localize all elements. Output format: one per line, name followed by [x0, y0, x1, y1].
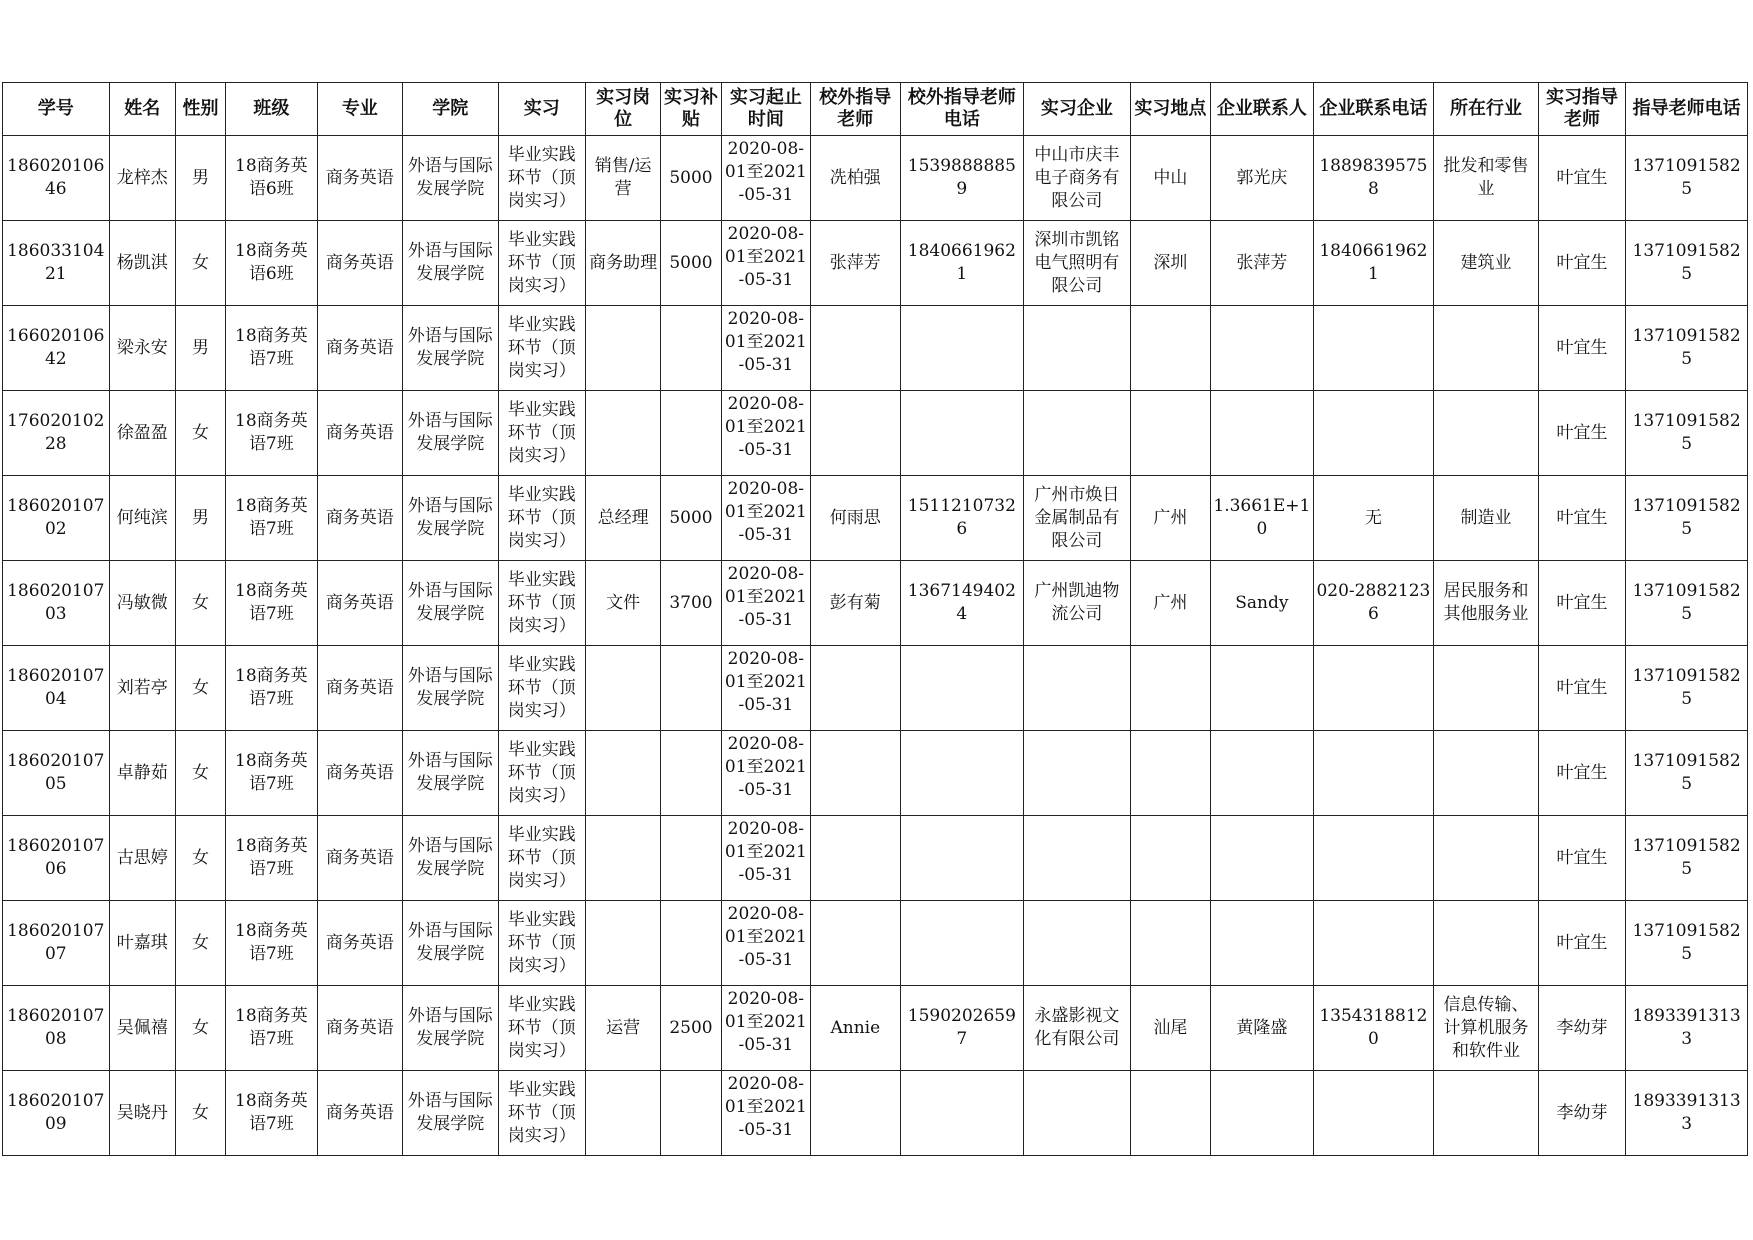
- cell-company-phone: [1313, 646, 1434, 731]
- cell-gender: 女: [175, 731, 225, 816]
- header-external-teacher-phone: 校外指导老师电话: [900, 83, 1024, 136]
- cell-company-contact: 黄隆盛: [1211, 986, 1314, 1071]
- cell-internship-type: 毕业实践环节（顶岗实习）: [498, 816, 585, 901]
- cell-industry: 建筑业: [1434, 221, 1539, 306]
- period-text: 2020-08-01至2021-05-31: [724, 649, 807, 715]
- cell-name: 何纯滨: [109, 476, 175, 561]
- header-industry: 所在行业: [1434, 83, 1539, 136]
- cell-external-teacher: [811, 816, 900, 901]
- cell-location: 汕尾: [1130, 986, 1210, 1071]
- cell-subsidy: [661, 391, 721, 476]
- cell-period: [721, 646, 810, 731]
- cell-company-phone: 18898395758: [1313, 136, 1434, 221]
- period-text: 2020-08-01至2021-05-31: [724, 564, 807, 630]
- cell-teacher-phone: 13710915825: [1626, 561, 1748, 646]
- cell-location: 深圳: [1130, 221, 1210, 306]
- cell-gender: 女: [175, 391, 225, 476]
- cell-class: 18商务英语7班: [226, 1071, 317, 1156]
- cell-teacher-phone: 13710915825: [1626, 731, 1748, 816]
- cell-teacher-phone: 13710915825: [1626, 476, 1748, 561]
- cell-company-contact: [1211, 306, 1314, 391]
- period-text: 2020-08-01至2021-05-31: [724, 309, 807, 375]
- cell-gender: 女: [175, 986, 225, 1071]
- cell-post: 商务助理: [585, 221, 660, 306]
- cell-internship-type: 毕业实践环节（顶岗实习）: [498, 221, 585, 306]
- cell-company-contact: Sandy: [1211, 561, 1314, 646]
- cell-class: 18商务英语6班: [226, 136, 317, 221]
- cell-student-id: 18602010705: [3, 731, 110, 816]
- header-college: 学院: [403, 83, 498, 136]
- table-row: [3, 476, 1748, 561]
- cell-college: 外语与国际发展学院: [403, 391, 498, 476]
- period-text: 2020-08-01至2021-05-31: [724, 139, 807, 205]
- cell-external-teacher: [811, 731, 900, 816]
- cell-company: [1024, 306, 1131, 391]
- cell-teacher-phone: 18933913133: [1626, 1071, 1748, 1156]
- cell-name: 卓静茹: [109, 731, 175, 816]
- cell-company-phone: 020-28821236: [1313, 561, 1434, 646]
- cell-company-contact: 1.3661E+10: [1211, 476, 1314, 561]
- cell-internship-type: 毕业实践环节（顶岗实习）: [498, 1071, 585, 1156]
- cell-teacher-phone: 13710915825: [1626, 901, 1748, 986]
- cell-class: 18商务英语6班: [226, 221, 317, 306]
- cell-name: 龙梓杰: [109, 136, 175, 221]
- cell-industry: [1434, 731, 1539, 816]
- cell-internship-type: 毕业实践环节（顶岗实习）: [498, 306, 585, 391]
- period-text: 2020-08-01至2021-05-31: [724, 1074, 807, 1140]
- cell-teacher: 叶宜生: [1538, 561, 1625, 646]
- cell-major: 商务英语: [317, 816, 402, 901]
- cell-external-teacher-phone: [900, 391, 1024, 476]
- cell-company: [1024, 646, 1131, 731]
- cell-post: 运营: [585, 986, 660, 1071]
- table-row: [3, 986, 1748, 1071]
- cell-external-teacher-phone: 18406619621: [900, 221, 1024, 306]
- cell-college: 外语与国际发展学院: [403, 646, 498, 731]
- cell-college: 外语与国际发展学院: [403, 816, 498, 901]
- cell-external-teacher: [811, 1071, 900, 1156]
- cell-industry: [1434, 816, 1539, 901]
- cell-post: [585, 1071, 660, 1156]
- cell-period: [721, 986, 810, 1071]
- cell-post: [585, 646, 660, 731]
- cell-industry: [1434, 901, 1539, 986]
- cell-period: [721, 731, 810, 816]
- header-company-phone: 企业联系电话: [1313, 83, 1434, 136]
- cell-gender: 女: [175, 901, 225, 986]
- cell-company: [1024, 901, 1131, 986]
- cell-subsidy: [661, 1071, 721, 1156]
- table-header: [3, 83, 1748, 136]
- cell-name: 古思婷: [109, 816, 175, 901]
- cell-period: [721, 221, 810, 306]
- cell-gender: 男: [175, 476, 225, 561]
- cell-location: [1130, 391, 1210, 476]
- cell-class: 18商务英语7班: [226, 306, 317, 391]
- cell-teacher-phone: 13710915825: [1626, 306, 1748, 391]
- cell-teacher: 叶宜生: [1538, 901, 1625, 986]
- cell-subsidy: [661, 646, 721, 731]
- cell-gender: 男: [175, 306, 225, 391]
- table-row: [3, 646, 1748, 731]
- cell-college: 外语与国际发展学院: [403, 306, 498, 391]
- cell-location: [1130, 816, 1210, 901]
- cell-major: 商务英语: [317, 136, 402, 221]
- cell-student-id: 18602010706: [3, 816, 110, 901]
- cell-gender: 女: [175, 816, 225, 901]
- period-text: 2020-08-01至2021-05-31: [724, 819, 807, 885]
- cell-period: [721, 816, 810, 901]
- cell-post: 销售/运营: [585, 136, 660, 221]
- cell-student-id: 18602010708: [3, 986, 110, 1071]
- cell-college: 外语与国际发展学院: [403, 561, 498, 646]
- table-row: [3, 731, 1748, 816]
- cell-company-contact: [1211, 901, 1314, 986]
- cell-company-phone: 13543188120: [1313, 986, 1434, 1071]
- cell-teacher-phone: 18933913133: [1626, 986, 1748, 1071]
- cell-internship-type: 毕业实践环节（顶岗实习）: [498, 476, 585, 561]
- cell-external-teacher: 张萍芳: [811, 221, 900, 306]
- cell-external-teacher-phone: [900, 646, 1024, 731]
- cell-subsidy: 5000: [661, 221, 721, 306]
- cell-student-id: 18602010704: [3, 646, 110, 731]
- cell-name: 徐盈盈: [109, 391, 175, 476]
- cell-major: 商务英语: [317, 901, 402, 986]
- cell-major: 商务英语: [317, 391, 402, 476]
- cell-college: 外语与国际发展学院: [403, 136, 498, 221]
- cell-industry: [1434, 1071, 1539, 1156]
- cell-post: [585, 391, 660, 476]
- cell-company: 中山市庆丰电子商务有限公司: [1024, 136, 1131, 221]
- table-row: [3, 816, 1748, 901]
- cell-external-teacher: [811, 646, 900, 731]
- cell-industry: 居民服务和其他服务业: [1434, 561, 1539, 646]
- cell-class: 18商务英语7班: [226, 561, 317, 646]
- cell-class: 18商务英语7班: [226, 731, 317, 816]
- cell-industry: [1434, 391, 1539, 476]
- period-text: 2020-08-01至2021-05-31: [724, 224, 807, 290]
- header-company: 实习企业: [1024, 83, 1131, 136]
- cell-teacher: 叶宜生: [1538, 731, 1625, 816]
- cell-external-teacher: [811, 391, 900, 476]
- cell-industry: 信息传输、计算机服务和软件业: [1434, 986, 1539, 1071]
- cell-subsidy: [661, 306, 721, 391]
- cell-internship-type: 毕业实践环节（顶岗实习）: [498, 986, 585, 1071]
- cell-teacher: 叶宜生: [1538, 391, 1625, 476]
- cell-student-id: 18602010703: [3, 561, 110, 646]
- cell-company: [1024, 816, 1131, 901]
- period-text: 2020-08-01至2021-05-31: [724, 394, 807, 460]
- cell-teacher: 叶宜生: [1538, 306, 1625, 391]
- cell-industry: 批发和零售业: [1434, 136, 1539, 221]
- cell-college: 外语与国际发展学院: [403, 986, 498, 1071]
- cell-major: 商务英语: [317, 1071, 402, 1156]
- cell-class: 18商务英语7班: [226, 646, 317, 731]
- cell-student-id: 18602010709: [3, 1071, 110, 1156]
- cell-internship-type: 毕业实践环节（顶岗实习）: [498, 561, 585, 646]
- cell-location: [1130, 901, 1210, 986]
- cell-college: 外语与国际发展学院: [403, 901, 498, 986]
- cell-teacher: 叶宜生: [1538, 646, 1625, 731]
- cell-company-contact: [1211, 816, 1314, 901]
- cell-subsidy: 5000: [661, 136, 721, 221]
- cell-company: 深圳市凯铭电气照明有限公司: [1024, 221, 1131, 306]
- table-body: [3, 136, 1748, 1156]
- cell-college: 外语与国际发展学院: [403, 731, 498, 816]
- cell-location: 中山: [1130, 136, 1210, 221]
- cell-subsidy: 3700: [661, 561, 721, 646]
- header-major: 专业: [317, 83, 402, 136]
- cell-teacher-phone: 13710915825: [1626, 391, 1748, 476]
- period-text: 2020-08-01至2021-05-31: [724, 479, 807, 545]
- cell-period: [721, 136, 810, 221]
- header-name: 姓名: [109, 83, 175, 136]
- cell-external-teacher-phone: [900, 816, 1024, 901]
- cell-period: [721, 901, 810, 986]
- cell-external-teacher-phone: [900, 1071, 1024, 1156]
- table-row: [3, 221, 1748, 306]
- cell-major: 商务英语: [317, 476, 402, 561]
- cell-class: 18商务英语7班: [226, 901, 317, 986]
- cell-location: [1130, 1071, 1210, 1156]
- cell-company-phone: [1313, 901, 1434, 986]
- table-row: [3, 1071, 1748, 1156]
- cell-student-id: 17602010228: [3, 391, 110, 476]
- cell-name: 梁永安: [109, 306, 175, 391]
- cell-class: 18商务英语7班: [226, 986, 317, 1071]
- cell-company-contact: [1211, 731, 1314, 816]
- cell-external-teacher-phone: 15112107326: [900, 476, 1024, 561]
- cell-industry: [1434, 646, 1539, 731]
- cell-major: 商务英语: [317, 306, 402, 391]
- table-row: [3, 391, 1748, 476]
- cell-industry: 制造业: [1434, 476, 1539, 561]
- cell-major: 商务英语: [317, 561, 402, 646]
- cell-company-phone: [1313, 391, 1434, 476]
- cell-company-contact: [1211, 391, 1314, 476]
- table-row: [3, 306, 1748, 391]
- cell-name: 冯敏微: [109, 561, 175, 646]
- internship-table: [2, 82, 1748, 1156]
- cell-company-contact: [1211, 646, 1314, 731]
- cell-location: 广州: [1130, 561, 1210, 646]
- cell-external-teacher: [811, 306, 900, 391]
- cell-gender: 女: [175, 561, 225, 646]
- cell-location: [1130, 646, 1210, 731]
- cell-company-phone: [1313, 1071, 1434, 1156]
- cell-teacher-phone: 13710915825: [1626, 646, 1748, 731]
- cell-subsidy: 5000: [661, 476, 721, 561]
- cell-external-teacher-phone: 13671494024: [900, 561, 1024, 646]
- cell-internship-type: 毕业实践环节（顶岗实习）: [498, 646, 585, 731]
- header-gender: 性别: [175, 83, 225, 136]
- cell-post: [585, 901, 660, 986]
- cell-location: [1130, 731, 1210, 816]
- cell-teacher: 叶宜生: [1538, 221, 1625, 306]
- cell-external-teacher-phone: [900, 306, 1024, 391]
- cell-post: [585, 816, 660, 901]
- cell-internship-type: 毕业实践环节（顶岗实习）: [498, 136, 585, 221]
- header-teacher-phone: 指导老师电话: [1626, 83, 1748, 136]
- cell-external-teacher-phone: [900, 901, 1024, 986]
- header-class: 班级: [226, 83, 317, 136]
- cell-student-id: 18603310421: [3, 221, 110, 306]
- cell-class: 18商务英语7班: [226, 476, 317, 561]
- cell-gender: 女: [175, 646, 225, 731]
- cell-major: 商务英语: [317, 731, 402, 816]
- cell-period: [721, 1071, 810, 1156]
- header-external-teacher: 校外指导老师: [811, 83, 900, 136]
- cell-post: 文件: [585, 561, 660, 646]
- cell-location: 广州: [1130, 476, 1210, 561]
- cell-post: [585, 306, 660, 391]
- cell-name: 刘若亭: [109, 646, 175, 731]
- cell-company-phone: 无: [1313, 476, 1434, 561]
- cell-company: 永盛影视文化有限公司: [1024, 986, 1131, 1071]
- cell-subsidy: [661, 731, 721, 816]
- cell-external-teacher-phone: [900, 731, 1024, 816]
- cell-college: 外语与国际发展学院: [403, 1071, 498, 1156]
- cell-major: 商务英语: [317, 646, 402, 731]
- cell-teacher: 李幼芽: [1538, 986, 1625, 1071]
- cell-teacher: 叶宜生: [1538, 816, 1625, 901]
- cell-subsidy: [661, 816, 721, 901]
- cell-external-teacher-phone: 15398888859: [900, 136, 1024, 221]
- cell-period: [721, 306, 810, 391]
- cell-external-teacher: [811, 901, 900, 986]
- cell-gender: 男: [175, 136, 225, 221]
- cell-college: 外语与国际发展学院: [403, 476, 498, 561]
- cell-student-id: 18602010646: [3, 136, 110, 221]
- header-student-id: 学号: [3, 83, 110, 136]
- cell-internship-type: 毕业实践环节（顶岗实习）: [498, 901, 585, 986]
- cell-external-teacher: 何雨思: [811, 476, 900, 561]
- cell-external-teacher-phone: 15902026597: [900, 986, 1024, 1071]
- cell-teacher: 叶宜生: [1538, 136, 1625, 221]
- cell-external-teacher: 彭有菊: [811, 561, 900, 646]
- cell-class: 18商务英语7班: [226, 816, 317, 901]
- cell-name: 叶嘉琪: [109, 901, 175, 986]
- cell-company: [1024, 391, 1131, 476]
- period-text: 2020-08-01至2021-05-31: [724, 904, 807, 970]
- cell-name: 吴佩禧: [109, 986, 175, 1071]
- cell-teacher: 李幼芽: [1538, 1071, 1625, 1156]
- cell-gender: 女: [175, 1071, 225, 1156]
- cell-student-id: 18602010702: [3, 476, 110, 561]
- cell-major: 商务英语: [317, 221, 402, 306]
- cell-subsidy: 2500: [661, 986, 721, 1071]
- cell-company-contact: [1211, 1071, 1314, 1156]
- cell-period: [721, 391, 810, 476]
- cell-subsidy: [661, 901, 721, 986]
- cell-name: 杨凯淇: [109, 221, 175, 306]
- header-period: 实习起止时间: [721, 83, 810, 136]
- cell-internship-type: 毕业实践环节（顶岗实习）: [498, 731, 585, 816]
- header-location: 实习地点: [1130, 83, 1210, 136]
- cell-student-id: 18602010707: [3, 901, 110, 986]
- cell-teacher-phone: 13710915825: [1626, 136, 1748, 221]
- cell-company: [1024, 731, 1131, 816]
- header-teacher: 实习指导老师: [1538, 83, 1625, 136]
- cell-company-phone: 18406619621: [1313, 221, 1434, 306]
- period-text: 2020-08-01至2021-05-31: [724, 989, 807, 1055]
- table-row: [3, 901, 1748, 986]
- cell-teacher-phone: 13710915825: [1626, 816, 1748, 901]
- cell-teacher-phone: 13710915825: [1626, 221, 1748, 306]
- cell-company: 广州市焕日金属制品有限公司: [1024, 476, 1131, 561]
- cell-internship-type: 毕业实践环节（顶岗实习）: [498, 391, 585, 476]
- cell-industry: [1434, 306, 1539, 391]
- cell-company-contact: 张萍芳: [1211, 221, 1314, 306]
- cell-period: [721, 561, 810, 646]
- cell-college: 外语与国际发展学院: [403, 221, 498, 306]
- cell-teacher: 叶宜生: [1538, 476, 1625, 561]
- cell-major: 商务英语: [317, 986, 402, 1071]
- cell-post: [585, 731, 660, 816]
- cell-company: 广州凯迪物流公司: [1024, 561, 1131, 646]
- cell-gender: 女: [175, 221, 225, 306]
- period-text: 2020-08-01至2021-05-31: [724, 734, 807, 800]
- header-row: [3, 83, 1748, 136]
- header-post: 实习岗位: [585, 83, 660, 136]
- header-internship-type: 实习: [498, 83, 585, 136]
- cell-company-contact: 郭光庆: [1211, 136, 1314, 221]
- cell-period: [721, 476, 810, 561]
- cell-name: 吴晓丹: [109, 1071, 175, 1156]
- cell-post: 总经理: [585, 476, 660, 561]
- table-row: [3, 561, 1748, 646]
- header-subsidy: 实习补贴: [661, 83, 721, 136]
- table-row: [3, 136, 1748, 221]
- cell-location: [1130, 306, 1210, 391]
- cell-external-teacher: Annie: [811, 986, 900, 1071]
- header-company-contact: 企业联系人: [1211, 83, 1314, 136]
- cell-class: 18商务英语7班: [226, 391, 317, 476]
- cell-external-teacher: 冼柏强: [811, 136, 900, 221]
- cell-company-phone: [1313, 306, 1434, 391]
- cell-student-id: 16602010642: [3, 306, 110, 391]
- cell-company-phone: [1313, 816, 1434, 901]
- cell-company-phone: [1313, 731, 1434, 816]
- cell-company: [1024, 1071, 1131, 1156]
